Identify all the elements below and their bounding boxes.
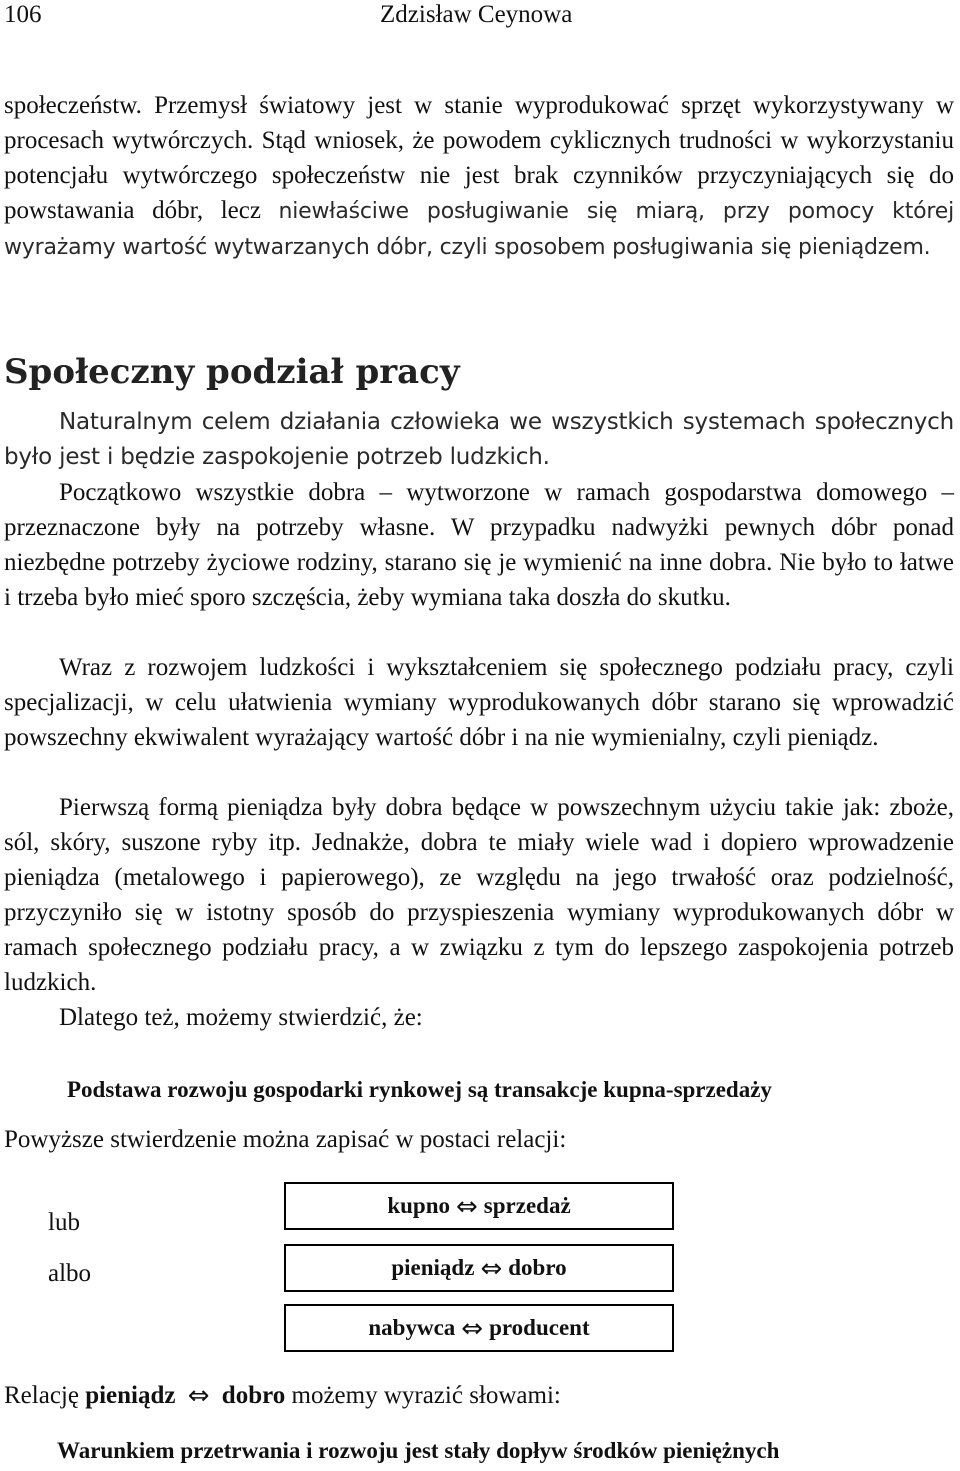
double-arrow-icon: ⇔	[480, 1254, 503, 1284]
paragraph-5: Dlatego też, możemy stwierdzić, że:	[59, 1004, 423, 1031]
relation-sentence	[4, 1378, 561, 1413]
paragraph-2: Początkowo wszystkie dobra – wytworzone w ramach gospodarstwa domowego – przeznaczone były na potrzeby własne. W przypadku nadwyżki pewnych dóbr ponad niezbędne potrzeby życiowe rodziny, starano się je wymienić na inne dobra. Nie było to łatwe i trzeba było mieć sporo szczęścia, żeby wymiana taka doszła do skutku.	[4, 479, 954, 611]
page-number: 106	[4, 1, 42, 28]
label-lub: lub	[48, 1209, 80, 1236]
section-heading: Społeczny podział pracy	[4, 352, 460, 392]
relation-sentence-left: pieniądz	[85, 1382, 176, 1409]
double-arrow-icon: ⇔	[187, 1381, 210, 1411]
relation-right: dobro	[508, 1255, 567, 1280]
double-arrow-icon: ⇔	[461, 1314, 484, 1344]
paragraph-3: Wraz z rozwojem ludzkości i wykształceniem się społecznego podziału pracy, czyli specjalizacji, w celu ułatwienia wymiany wyprodukowanych dóbr starano się wprowadzić powszechny ekwiwalent wyrażający wartość dóbr i na nie wymienialny, czyli pieniądz.	[4, 654, 954, 751]
key-statement: Podstawa rozwoju gospodarki rynkowej są transakcje kupna-sprzedaży	[67, 1077, 772, 1102]
relation-left: kupno	[387, 1193, 450, 1218]
relation-box-kupno-sprzedaz	[284, 1182, 674, 1230]
relation-box-pieniadz-dobro	[284, 1244, 674, 1292]
paragraph-text-sans: niewłaściwe posługiwanie się miarą, przy pomocy której wyrażamy wartość wytwarzanych dóbr, czyli sposobem posługiwania się pieniądzem.	[4, 199, 954, 260]
paragraph-continuation	[4, 88, 954, 265]
double-arrow-icon: ⇔	[456, 1192, 478, 1222]
relation-right: producent	[489, 1315, 590, 1340]
page-header	[4, 0, 956, 30]
relation-box-nabywca-producent	[284, 1304, 674, 1352]
relation-sentence-right: dobro	[221, 1382, 286, 1409]
label-albo: albo	[48, 1260, 92, 1287]
relation-sentence-after: możemy wyrazić słowami:	[285, 1382, 561, 1409]
relation-sentence-before: Relację	[4, 1382, 86, 1409]
final-statement: Warunkiem przetrwania i rozwoju jest stały dopływ środków pieniężnych	[57, 1438, 780, 1463]
paragraph-text: społeczeństw. Przemysł światowy jest w stanie wyprodukować sprzęt wykorzystywany w procesach wytwórczych. Stąd wniosek, że powodem cyklicznych trudności w wykorzystaniu potencjału wytwórczego społeczeństw nie jest brak czynników przyczyniających się do powstawania dóbr, lecz	[4, 92, 954, 224]
paragraph-4: Pierwszą formą pieniądza były dobra będące w powszechnym użyciu takie jak: zboże, sól, skóry, suszone ryby itp. Jednakże, dobra te miały wiele wad i dopiero wprowadzenie pieniądza (metalowego i papierowego), ze względu na jego trwałość oraz podzielność, przyczyniło się w istotny sposób do przyspieszenia wymiany wyprodukowanych dóbr w ramach społecznego podziału pracy, a w związku z tym do lepszego zaspokojenia potrzeb ludzkich.	[4, 794, 954, 996]
relation-right: sprzedaż	[483, 1193, 571, 1218]
relations-intro: Powyższe stwierdzenie można zapisać w postaci relacji:	[4, 1126, 567, 1153]
paragraph-1: Naturalnym celem działania człowieka we wszystkich systemach społecznych było jest i będzie zaspokojenie potrzeb ludzkich.	[4, 409, 954, 470]
relation-left: nabywca	[368, 1315, 456, 1340]
running-head-author: Zdzisław Ceynowa	[380, 1, 573, 28]
relation-left: pieniądz	[391, 1255, 475, 1280]
